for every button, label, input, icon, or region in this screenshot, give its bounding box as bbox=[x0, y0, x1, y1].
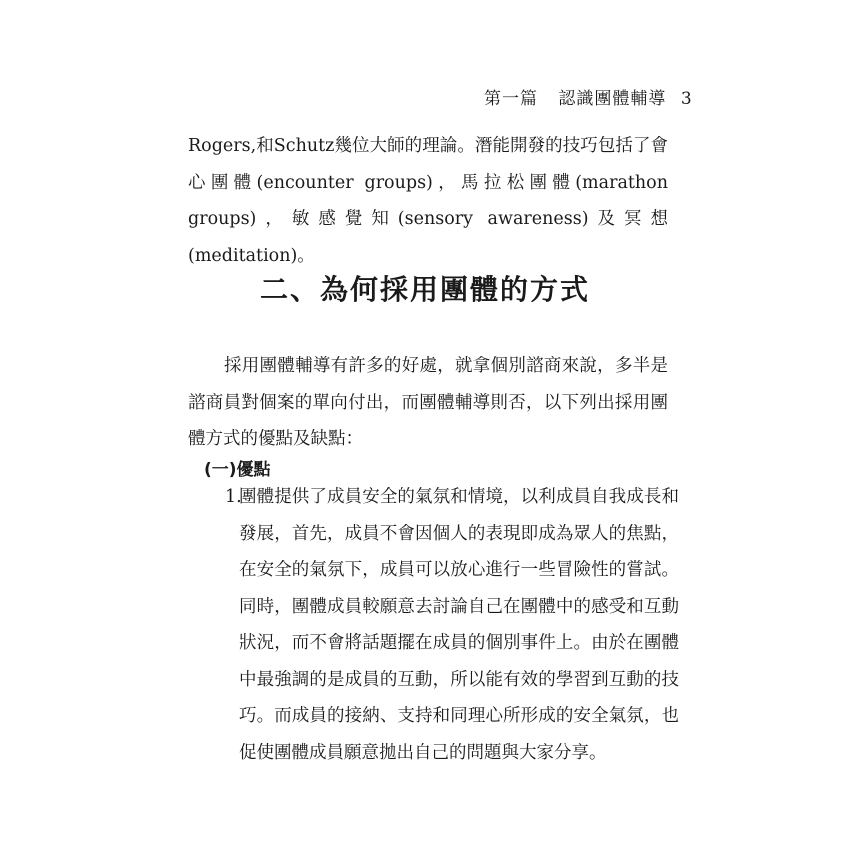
list-item-number: 1. bbox=[225, 487, 242, 507]
running-header bbox=[484, 84, 693, 109]
list-item-text: 團體提供了成員安全的氣氛和情境，以利成員自我成長和發展，首先，成員不會因個人的表現即成為眾人的焦點，在安全的氣氛下，成員可以放心進行一些冒險性的嘗試。同時，團體成員較願意去討論自己在團體中的感受和互動狀況，而不會將話題擺在成員的個別事件上。由於在團體中最強調的是成員的互動，所以能有效的學習到互動的技巧。而成員的接納、支持和同理心所形成的安全氣氛，也促使團體成員願意拋出自己的問題與大家分享。 bbox=[239, 487, 679, 763]
section-title: 二、為何採用團體的方式 bbox=[259, 273, 590, 306]
header-chapter-title: 認識團體輔導 bbox=[558, 89, 667, 109]
header-part: 第一篇 bbox=[484, 89, 538, 109]
list-item bbox=[225, 479, 679, 771]
intro-paragraph: Rogers,和Schutz幾位大師的理論。潛能開發的技巧包括了會心團體(encounter groups)，馬拉松團體(marathon groups)，敏感覺知(sensory awareness)及冥想(meditation)。 bbox=[188, 136, 668, 266]
body-paragraph: 採用團體輔導有許多的好處，就拿個別諮商來說，多半是諮商員對個案的單向付出，而團體輔導則否，以下列出採用團體方式的優點及缺點： bbox=[188, 356, 668, 449]
page-number: 3 bbox=[680, 89, 693, 109]
subsection-heading: (一)優點 bbox=[204, 460, 271, 480]
